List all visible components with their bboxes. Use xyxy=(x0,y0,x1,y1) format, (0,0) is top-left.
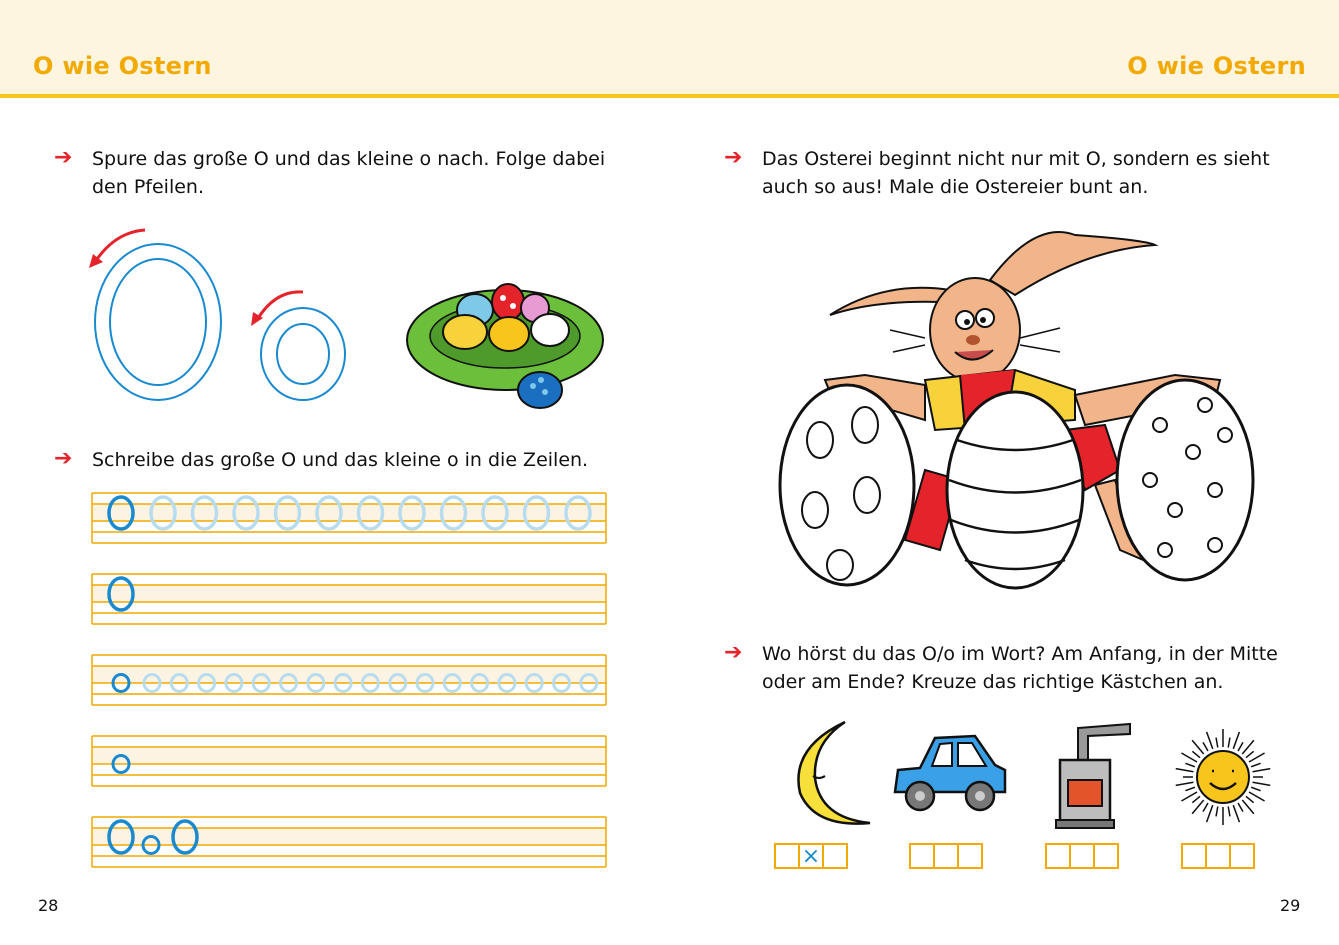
answer-box[interactable] xyxy=(822,843,848,869)
small-o-inner xyxy=(277,324,329,384)
page-number-right: 29 xyxy=(1280,896,1301,915)
easter-nest-image xyxy=(405,280,610,412)
answer-box[interactable] xyxy=(1181,843,1207,869)
instruction-cross xyxy=(762,640,1278,696)
arrow-icon: ➔ xyxy=(724,640,743,665)
big-o-inner xyxy=(110,259,206,385)
answer-box[interactable] xyxy=(1069,843,1095,869)
writing-row[interactable] xyxy=(92,493,606,543)
answer-box[interactable] xyxy=(1205,843,1231,869)
left-page-title: O wie Ostern xyxy=(33,52,212,80)
instruction-line: Wo hörst du das O/o im Wort? Am Anfang, in der Mitte xyxy=(762,643,1278,665)
bunny-with-eggs-image xyxy=(775,220,1265,595)
answer-boxes-car xyxy=(909,843,981,869)
answer-box[interactable]: × xyxy=(798,843,824,869)
answer-box[interactable] xyxy=(1229,843,1255,869)
sun-icon xyxy=(1168,725,1278,830)
answer-boxes-sun xyxy=(1181,843,1253,869)
writing-row[interactable] xyxy=(92,817,606,867)
answer-box[interactable] xyxy=(1045,843,1071,869)
answer-box[interactable] xyxy=(933,843,959,869)
answer-box[interactable] xyxy=(909,843,935,869)
answer-box[interactable] xyxy=(774,843,800,869)
instruction-line: Das Osterei beginnt nicht nur mit O, sondern es sieht xyxy=(762,148,1270,170)
stove-icon xyxy=(1050,720,1140,832)
small-o-outline xyxy=(261,308,345,400)
answer-box[interactable] xyxy=(1093,843,1119,869)
writing-row[interactable] xyxy=(92,655,606,705)
instruction-line: den Pfeilen. xyxy=(92,176,204,198)
instruction-line: auch so aus! Male die Ostereier bunt an. xyxy=(762,176,1149,198)
arrow-icon: ➔ xyxy=(54,145,73,170)
big-o-outline xyxy=(95,244,221,400)
answer-box[interactable] xyxy=(957,843,983,869)
writing-row[interactable] xyxy=(92,736,606,786)
writing-lines xyxy=(92,493,608,873)
tracing-letters xyxy=(85,222,365,407)
header-band xyxy=(0,0,1339,98)
answer-boxes-stove xyxy=(1045,843,1117,869)
instruction-line: oder am Ende? Kreuze das richtige Kästchen an. xyxy=(762,671,1224,693)
instruction-write: Schreibe das große O und das kleine o in die Zeilen. xyxy=(92,449,589,471)
arrow-icon: ➔ xyxy=(724,145,743,170)
instruction-trace xyxy=(92,145,605,201)
instruction-color xyxy=(762,145,1270,201)
page-number-left: 28 xyxy=(38,896,59,915)
right-page-title: O wie Ostern xyxy=(1127,52,1306,80)
moon-icon xyxy=(775,718,885,833)
answer-boxes-moon xyxy=(774,843,846,869)
instruction-line: Spure das große O und das kleine o nach. Folge dabei xyxy=(92,148,606,170)
car-icon xyxy=(890,730,1010,815)
writing-row[interactable] xyxy=(92,574,606,624)
arrow-icon: ➔ xyxy=(54,446,73,471)
arrow-red-big xyxy=(95,230,145,262)
